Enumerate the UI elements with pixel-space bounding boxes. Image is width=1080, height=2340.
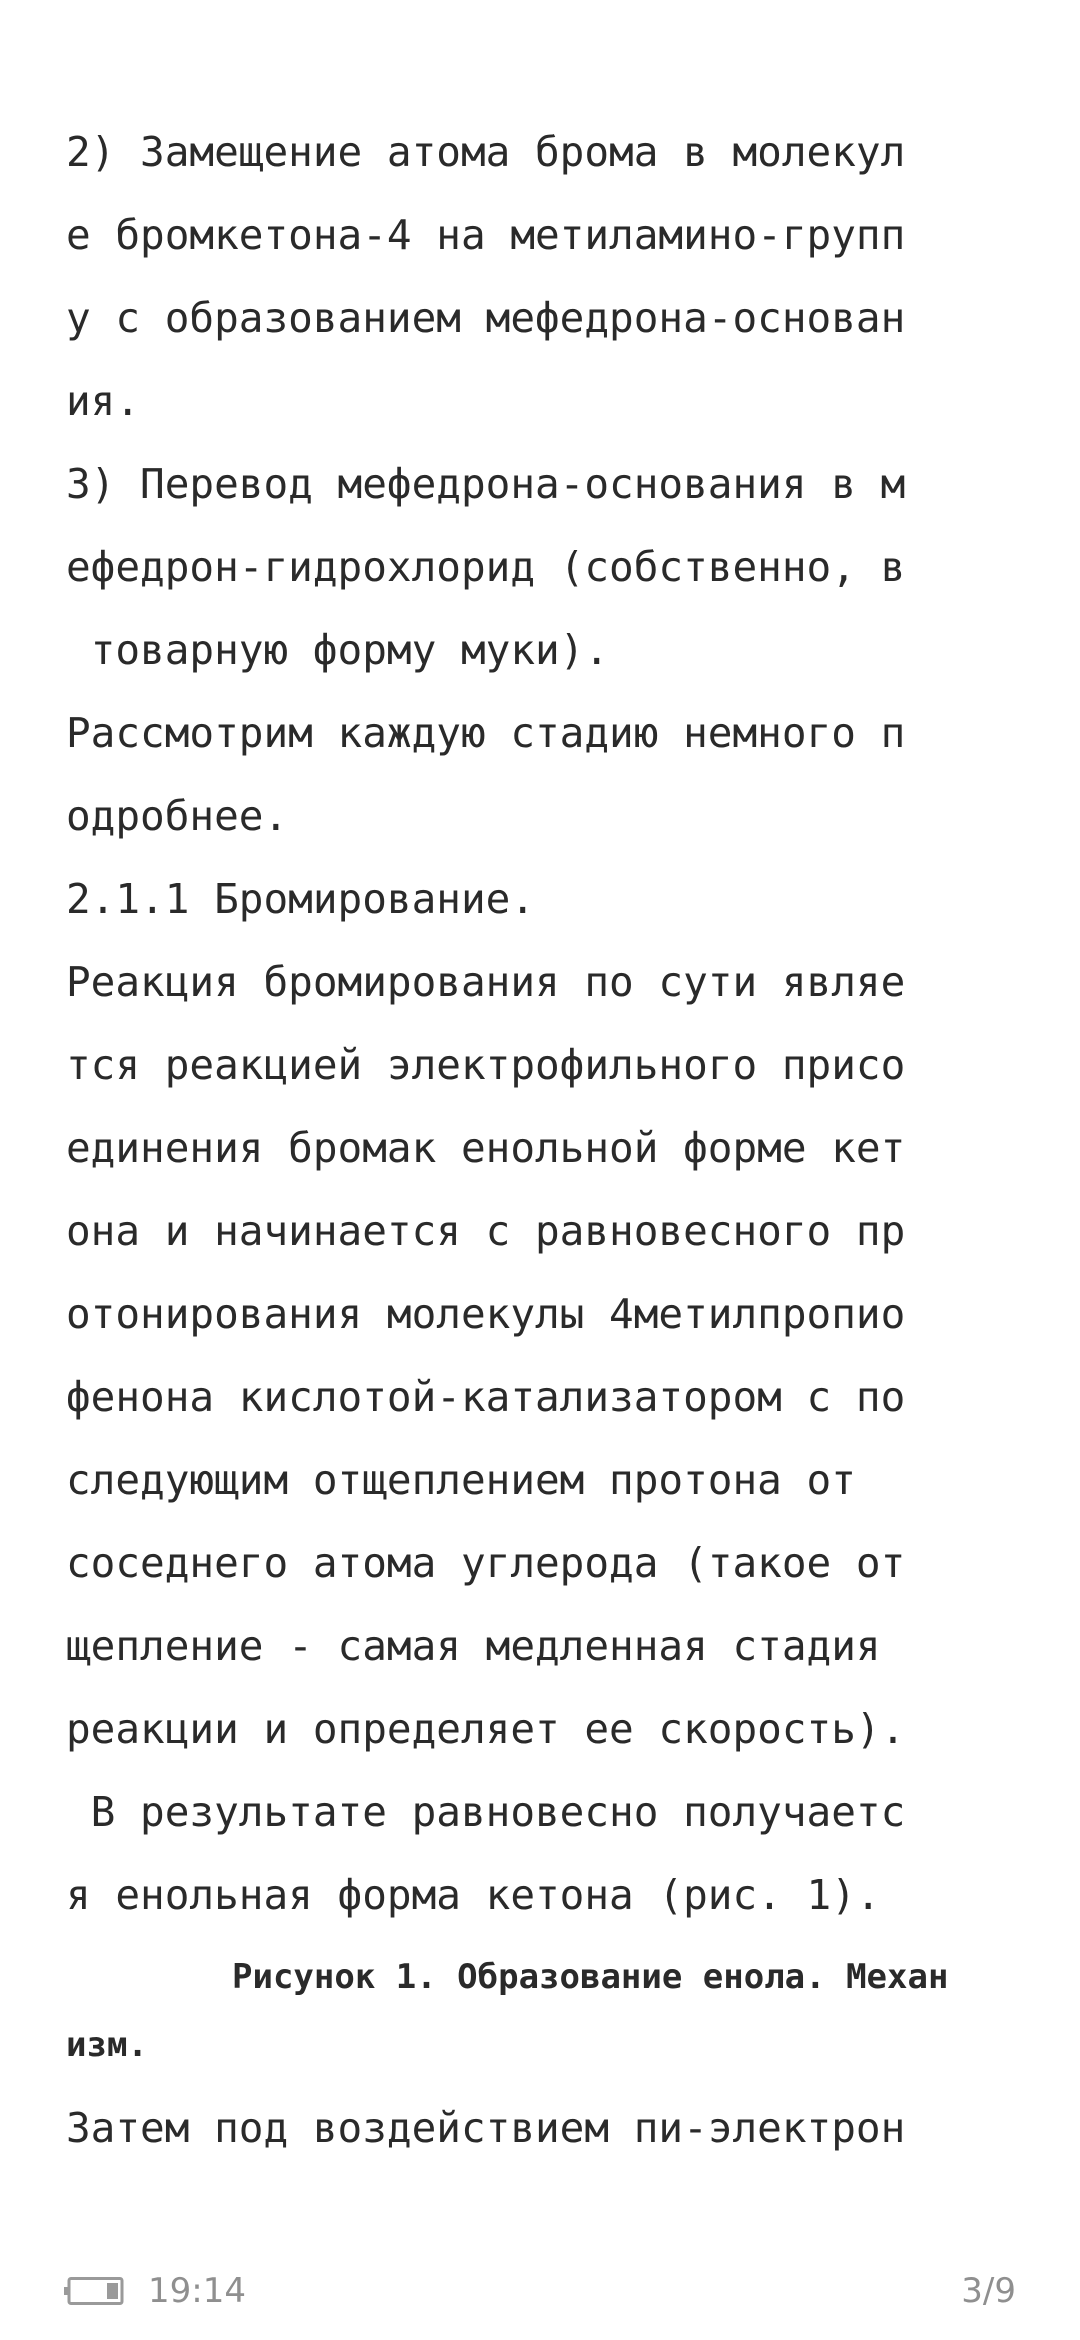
text-line: я енольная форма кетона (рис. 1). [66,1871,881,1919]
text-line: она и начинается с равновесного пр [66,1207,906,1255]
text-line: у с образованием мефедрона-основан [66,294,906,342]
text-line: фенона кислотой-катализатором с по [66,1373,906,1421]
text-line: В результате равновесно получаетс [66,1788,906,1836]
text-line: отонирования молекулы 4метилпропио [66,1290,906,1338]
text-line: ия. [66,377,141,425]
battery-icon [64,2277,124,2305]
text-line: реакции и определяет ее скорость). [66,1705,906,1753]
text-line: следующим отщеплением протона от [66,1456,881,1504]
text-line: тся реакцией электрофильного присо [66,1041,906,1089]
reader-footer [0,2255,1080,2315]
text-line: Реакция бромирования по сути являе [66,958,906,1006]
text-line: товарную форму муки). [66,626,610,674]
text-line: 2) Замещение атома брома в молекул [66,128,906,176]
text-line: соседнего атома углерода (такое от [66,1539,906,1587]
section-heading: 2.1.1 Бромирование. [66,875,535,923]
text-line: Затем под воздействием пи-электрон [66,2104,906,2152]
text-line: е бромкетона-4 на метиламино-групп [66,211,906,259]
figure-caption-continuation: изм. [66,2025,148,2065]
text-line: щепление - самая медленная стадия [66,1622,906,1670]
text-line: 3) Перевод мефедрона-основания в м [66,460,906,508]
figure-caption: Рисунок 1. Образование енола. Механ [232,1957,949,1997]
text-line: единения бромак енольной форме кет [66,1124,906,1172]
text-line: ефедрон-гидрохлорид (собственно, в [66,543,906,591]
text-line: Рассмотрим каждую стадию немного п [66,709,906,757]
clock: 19:14 [148,2271,246,2311]
page-indicator: 3/9 [961,2271,1016,2311]
text-line: одробнее. [66,792,289,840]
